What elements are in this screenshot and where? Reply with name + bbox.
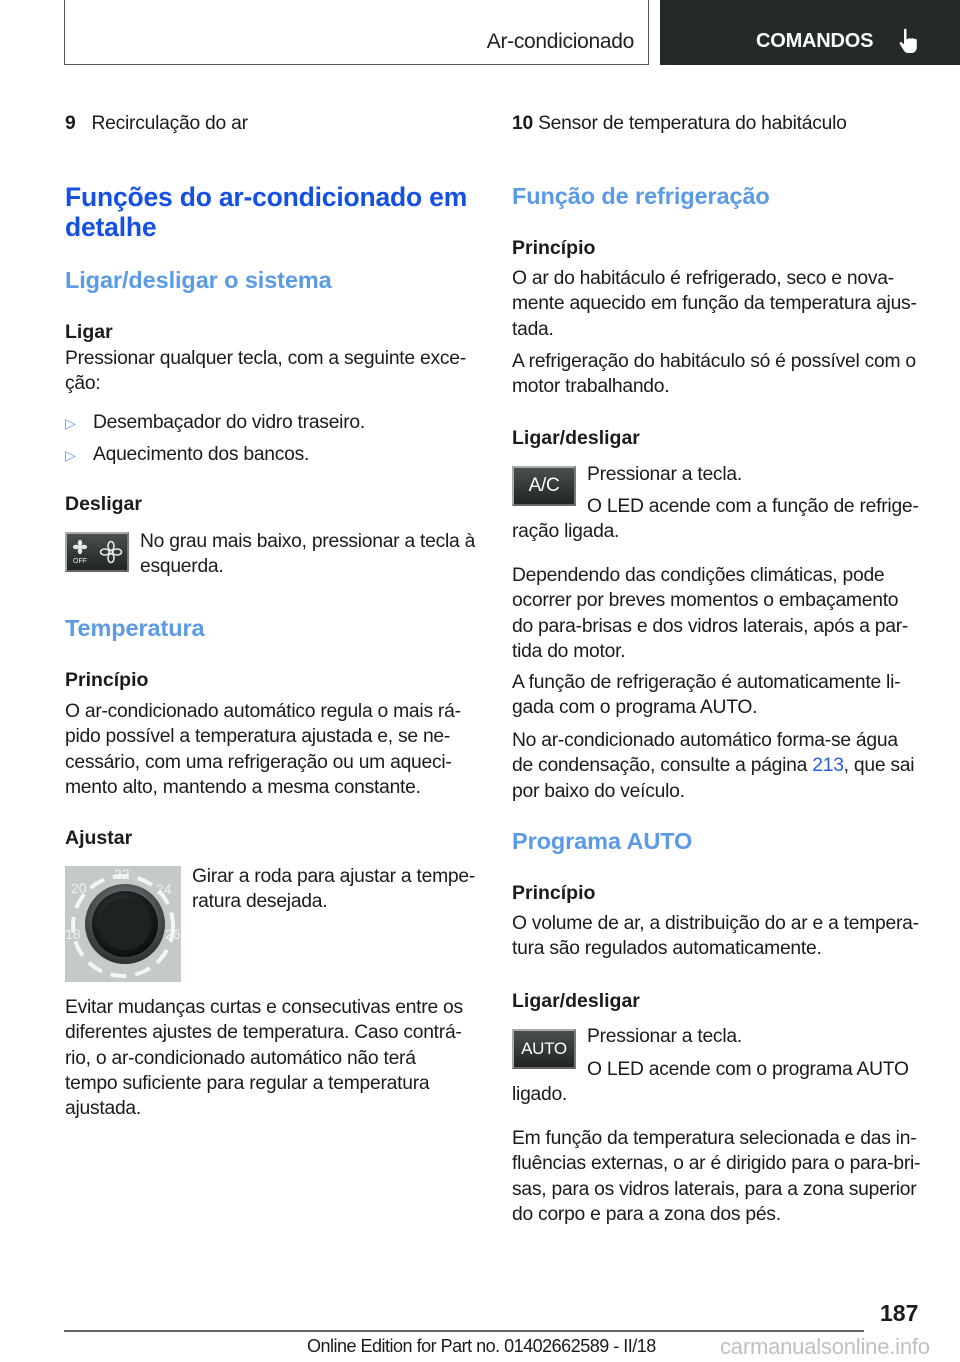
text-line: do para-brisas e dos vidros laterais, após a par- [512,615,909,637]
subheading-principio: Princípio [512,882,596,904]
triangle-right-icon: ▷ [65,415,76,431]
list-item [65,442,309,468]
svg-text:OFF: OFF [73,558,87,565]
subheading-ligar: Ligar [65,321,113,343]
text-line: A função de refrigeração é automaticamente li- [512,672,901,693]
text-line: esquerda. [140,556,224,578]
paragraph-fogging [512,563,932,664]
text-led-cont: ligado. [512,1084,568,1105]
section-heading-onoff: Ligar/desligar o sistema [65,267,332,293]
text-line: O ar do habitáculo é refrigerado, seco e nova- [512,268,894,289]
footer-divider [64,1330,864,1332]
watermark: carmanualsonline.info [720,1334,930,1359]
paragraph-desligar [140,529,480,580]
subheading-principio: Princípio [65,669,149,691]
text-line: Pressionar qualquer tecla, com a seguinte exce- [65,348,466,369]
edition-text: Online Edition for Part no. 01402662589 - II/18 [307,1336,656,1356]
paragraph-condensation [512,728,932,804]
text-line: Em função da temperatura selecionada e das in- [512,1128,917,1149]
subheading-ajustar: Ajustar [65,827,133,849]
text-line: por baixo do veículo. [512,780,685,802]
text-line: No ar-condicionado automático forma-se água [512,730,898,751]
text-led: O LED acende com a função de refrige- [587,496,919,517]
text-press-key: Pressionar a tecla. [587,464,742,485]
text-line: do corpo e para a zona dos pés. [512,1203,781,1225]
text-line: pido possível a temperatura ajustada e, se ne- [65,726,451,748]
text-line: O volume de ar, a distribuição do ar e a tempera- [512,913,919,934]
text-line [512,753,932,778]
subheading-principio: Princípio [512,237,596,259]
text-line: A refrigeração do habitáculo só é possível com o [512,351,916,372]
text-line: diferentes ajustes de temperatura. Caso contrá- [65,1022,462,1044]
text-line: ção: [65,373,101,395]
dial-label: 24 [156,881,172,897]
subheading-ligar-desligar: Ligar/desligar [512,990,640,1012]
text-line: rio, o ar-condicionado automático não terá [65,1047,416,1069]
text-line: tida do motor. [512,640,626,662]
section-heading-temperatura: Temperatura [65,615,205,641]
subheading-ligar-desligar: Ligar/desligar [512,427,640,449]
auto-key-icon [512,1029,576,1069]
text-line: gada com o programa AUTO. [512,697,758,719]
text-line: ajustada. [65,1098,142,1120]
subheading-desligar: Desligar [65,493,142,515]
text-line: No grau mais baixo, pressionar a tecla à [140,531,476,552]
list-item [65,410,365,436]
dial-label: 20 [71,880,87,896]
chapter-title: COMANDOS [756,30,874,52]
paragraph-ajustar [192,864,482,915]
text-line: tempo suficiente para regular a temperatura [65,1072,430,1094]
text-span: de condensação, consulte a página [512,755,813,777]
text-line: O ar-condicionado automático regula o mais rá- [65,701,461,722]
heading-line: Funções do ar-condicionado em [65,182,468,212]
list-item-text: Aquecimento dos bancos. [93,444,310,465]
hand-pointer-icon [898,28,920,54]
text-line: cessário, com uma refrigeração ou um aqueci- [65,751,452,773]
legend-item-9 [65,111,248,136]
fan-icon [67,534,127,570]
text-line: sas, para os vidros laterais, para a zona superior [512,1178,917,1200]
text-line: motor trabalhando. [512,376,670,398]
paragraph-note-temp [65,995,485,1121]
text-span: , que sai [843,755,915,777]
chapter-header-tab [660,0,960,65]
paragraph-air-distribution [512,1126,932,1227]
legend-number: 10 [512,113,533,134]
key-label: AUTO [521,1039,567,1058]
legend-number: 9 [65,113,76,134]
page-number: 187 [880,1300,919,1326]
text-line: Dependendo das condições climáticas, pode [512,565,885,586]
text-line: mente aquecido em função da temperatura ajus- [512,293,917,315]
text-line: Evitar mudanças curtas e consecutivas entre os [65,997,463,1018]
page-link-213[interactable]: 213 [812,755,844,777]
paragraph-principio-auto [512,911,932,962]
paragraph-cooling-engine [512,349,932,400]
legend-label: Recirculação do ar [91,113,248,134]
section-heading-auto: Programa AUTO [512,828,693,854]
text-press-key: Pressionar a tecla. [587,1026,742,1047]
temperature-dial-icon [65,866,181,982]
paragraph-ligar [65,346,475,397]
page-main-heading [65,182,467,242]
key-label: A/C [528,475,560,496]
dial-label: 18 [65,926,81,942]
legend-label: Sensor de temperatura do habitáculo [538,113,847,134]
text-line: tura são regulados automaticamente. [512,938,822,960]
text-line: tada. [512,318,554,340]
dial-label: 22 [114,866,130,882]
text-line: ocorrer por breves momentos o embaçamento [512,590,899,612]
text-led: O LED acende com o programa AUTO [587,1059,909,1080]
paragraph-principio-temp [65,699,480,800]
text-line: mento alto, mantendo a mesma constante. [65,776,421,798]
paragraph-auto-cooling [512,670,932,721]
list-item-text: Desembaçador do vidro traseiro. [93,412,365,433]
dial-label: 26 [165,926,181,942]
text-led-cont: ração ligada. [512,521,620,542]
ac-key-icon [512,466,576,506]
fan-off-key-icon [65,532,129,572]
heading-line: detalhe [65,212,157,242]
section-title: Ar-condicionado [486,30,634,53]
section-header-tab [64,0,649,65]
text-line: Girar a roda para ajustar a tempe- [192,866,475,887]
paragraph-principio-cooling [512,266,932,342]
text-line: fluências externas, o ar é dirigido para o para-bri- [512,1153,921,1175]
triangle-right-icon: ▷ [65,447,76,463]
section-heading-refrigeracao: Função de refrigeração [512,183,770,209]
text-line: ratura desejada. [192,891,328,913]
legend-item-10 [512,111,847,136]
